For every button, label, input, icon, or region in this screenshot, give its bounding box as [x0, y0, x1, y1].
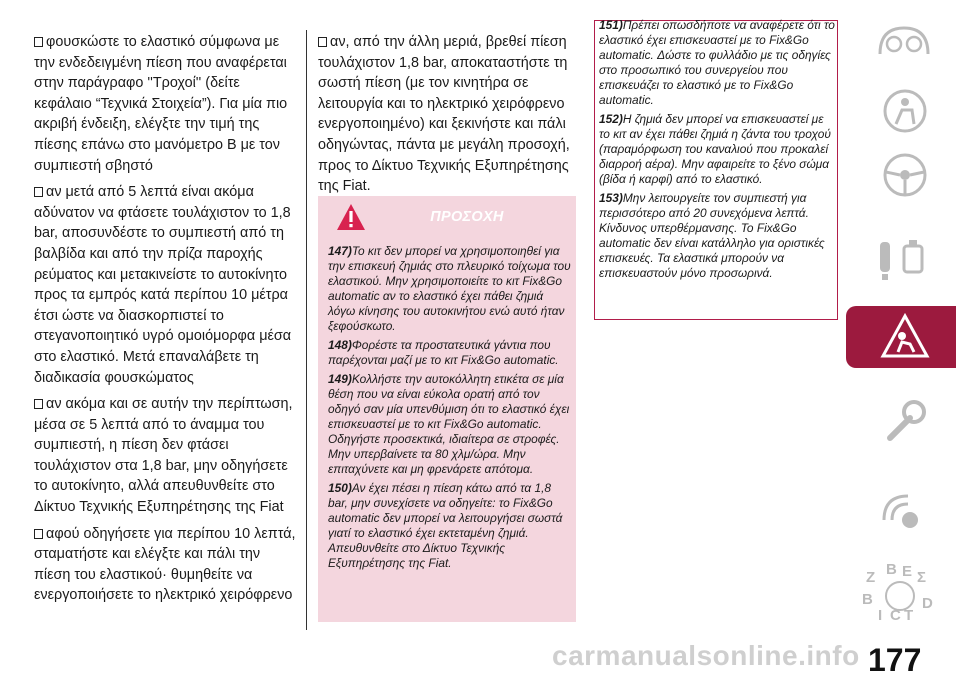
note-item: 153)Μην λειτουργείτε τον συμπιεστή για περισσότερο από 20 συνεχόμενα λεπτά. Κίνδυνος υπερθέρμανσης. Το Fix&Go automatic δεν είναι κατάλληλο για οριστικές επισκευές. Τα ελαστικά μπορούν να επισκευαστούν μόνο προσωρινά. — [599, 191, 825, 280]
svg-text:T: T — [904, 607, 914, 624]
left-column — [34, 26, 296, 611]
note-item: 150)Αν έχει πέσει η πίεση κάτω από τα 1,8 bar, μην συνεχίσετε να οδηγείτε: το Fix&Go automatic δεν μπορεί να λειτουργήσει σωστά γιατί το ελαστικό έχει εκτεταμένη ζημιά. Απευθυνθείτε στο Δίκτυο Τεχνικής Εξυπηρέτησης της Fiat. — [328, 481, 563, 570]
svg-text:Σ: Σ — [917, 569, 927, 586]
steering-wheel-icon[interactable] — [880, 150, 930, 200]
svg-text:E: E — [902, 563, 913, 580]
checkbox-bullet-icon — [34, 37, 43, 47]
note-item: 148)Φορέστε τα προστατευτικά γάντια που παρέχονται μαζί με το κιτ Fix&Go automatic. — [328, 338, 559, 367]
checkbox-bullet-icon — [34, 187, 43, 197]
warning-light-icon[interactable] — [874, 232, 934, 282]
note-item: 152)Η ζημιά δεν μπορεί να επισκευαστεί με το κιτ αν έχει πάθει ζημιά η ζάντα του τροχού (παραμόρφωση του καναλιού που προκαλεί διαρροή αέρα). Μην αφαιρείτε το ξένο σώμα (βίδα ή καρφί) από το ελαστικό. — [599, 112, 831, 186]
svg-text:I: I — [878, 607, 883, 624]
caution-notes — [328, 244, 572, 575]
emergency-icon[interactable] — [880, 312, 930, 362]
checkbox-bullet-icon — [34, 529, 43, 539]
note-item: 151)Πρέπει οπωσδήποτε να αναφέρετε ότι το ελαστικό έχει επισκευαστεί με το Fix&Go automatic. Δώστε το φυλλάδιο με τις οδηγίες στο προσωπικό του συνεργείου που επισκευάζει το ελαστικό με το Fix&Go automatic. — [599, 18, 835, 107]
instruction-paragraph: αν μετά από 5 λεπτά είναι ακόμα αδύνατον να φτάσετε τουλάχιστον το 1,8 bar, αποσυνδέστε το συμπιεστή από τη βαλβίδα και από την πρίζα παροχής ρεύματος και μετακινείστε το αυτοκίνητο προς τα εμπρός κατά περίπου 10 μέτρα έτσι ώστε να διασκορπιστεί το στεγανοποιητικό υγρό ομοιόμορφα μέσα στο ελαστικό. Μετά επαναλάβετε τη διαδικασία φουσκώματος — [34, 184, 292, 386]
caution-title: ΠΡΟΣΟΧΗ — [430, 209, 504, 225]
instruction-paragraph: αν ακόμα και σε αυτήν την περίπτωση, μέσα σε 5 λεπτά από το άναμμα του συμπιεστή, η πίεση δεν φτάσει τουλάχιστον στα 1,8 bar, μην οδηγήσετε το αυτοκίνητο, αλλά απευθυνθείτε στο Δίκτυο Τεχνικής Εξυπηρέτησης της Fiat — [34, 396, 293, 516]
middle-column — [318, 26, 580, 202]
service-wrench-icon[interactable] — [880, 396, 930, 446]
instruction-paragraph: φουσκώστε το ελαστικό σύμφωνα με την ενδεδειγμένη πίεση που αναφέρεται στην παράγραφο ''Τροχοί'' (δείτε κεφάλαιο “Τεχνικά Στοιχεία”). Για μία πιο ακριβή ένδειξη, ελέγξτε την τιμή της πίεσης επάνω στο μανόμετρο B με τον συμπιεστή σβηστό — [34, 34, 288, 174]
multimedia-icon[interactable] — [878, 490, 932, 534]
instruction-paragraph: αν, από την άλλη μεριά, βρεθεί πίεση τουλάχιστον 1,8 bar, αποκαταστήστε τη σωστή πίεση (με τον κινητήρα σε λειτουργία και το ηλεκτρικό χειρόφρενο ενεργοποιημένο) και ξεκινήστε και πάλι οδηγώντας, πάντα με μεγάλη προσοχή, προς το Δίκτυο Τεχνικής Εξυπηρέτησης της Fiat. — [318, 34, 570, 195]
svg-text:Z: Z — [866, 569, 876, 586]
caution-header — [318, 196, 576, 240]
watermark: carmanualsonline.info — [552, 640, 860, 671]
note-item: 147)Το κιτ δεν μπορεί να χρησιμοποιηθεί για την επισκευή ζημιάς στο πλευρικό τοίχωμα του ελαστικού. Μην χρησιμοποιείτε το κιτ Fix&Go automatic αν το ελαστικό έχει πάθει ζημιά λόγω κίνησης του αυτοκινήτου ενώ αυτό ήταν ξεφούσκωτο. — [328, 244, 571, 333]
dashboard-icon[interactable] — [876, 20, 932, 60]
svg-text:B: B — [862, 591, 873, 608]
svg-text:C: C — [890, 607, 901, 624]
column-divider — [306, 30, 307, 630]
instruction-paragraph: αφού οδηγήσετε για περίπου 10 λεπτά, σταματήστε και ελέγξτε και πάλι την πίεση του ελαστικού· θυμηθείτε να ενεργοποιήσετε το ηλεκτρικό χειρόφρενο — [34, 525, 296, 604]
right-notes — [599, 18, 835, 285]
page-number: 177 — [868, 642, 922, 678]
checkbox-bullet-icon — [318, 37, 327, 47]
alphabet-index-icon[interactable] — [862, 562, 942, 624]
svg-text:B: B — [886, 562, 897, 578]
note-item: 149)Κολλήστε την αυτοκόλλητη ετικέτα σε μία θέση που να είναι εύκολα ορατή από τον οδηγό σαν μία υπενθύμιση ότι το ελαστικό έχει επισκευαστεί με το κιτ Fix&Go automatic. Οδηγήστε προσεκτικά, ιδιαίτερα σε στροφές. Μην υπερβαίνετε τα 80 χλμ/ώρα. Μην επιταχύνετε και μη φρενάρετε απότομα. — [328, 372, 570, 476]
svg-text:D: D — [922, 595, 933, 612]
seat-safety-icon[interactable] — [882, 88, 928, 134]
checkbox-bullet-icon — [34, 399, 43, 409]
